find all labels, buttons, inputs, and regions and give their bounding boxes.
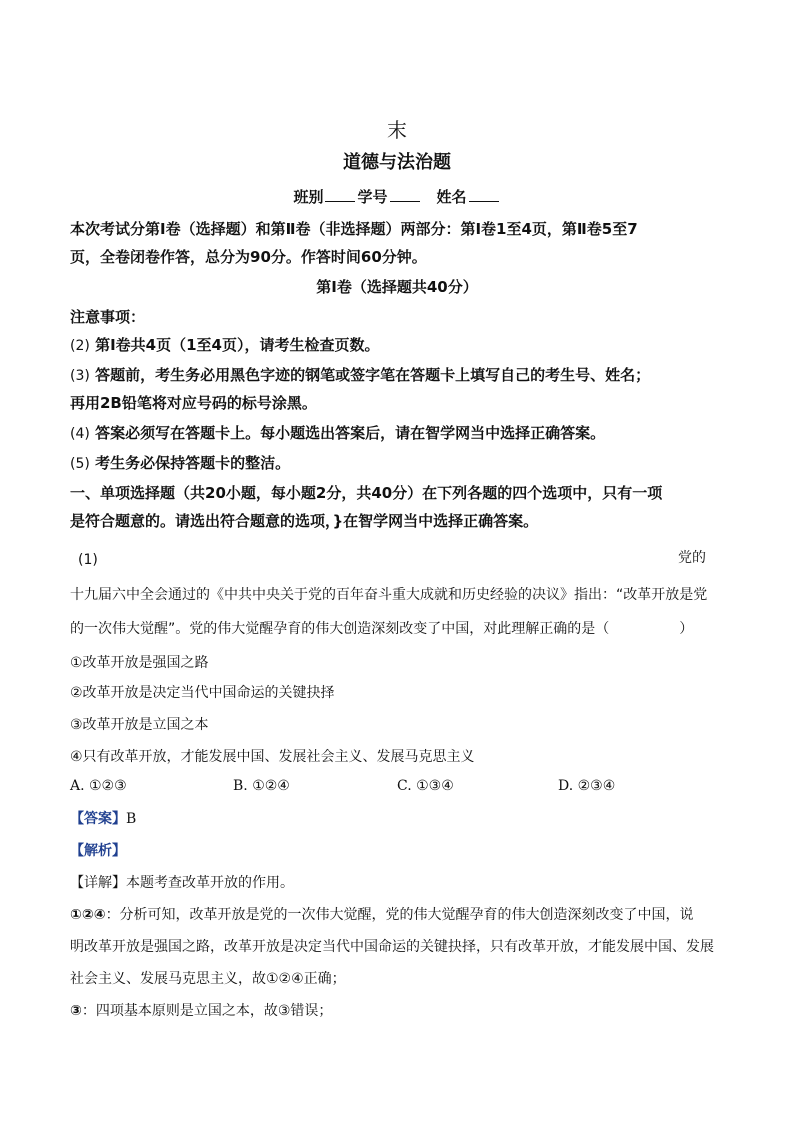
answer-value: B xyxy=(126,811,137,827)
class-blank xyxy=(325,187,355,202)
part-one-line-2: 是符合题意的。请选出符合题意的选项，}在智学网当中选择正确答案。 xyxy=(70,512,539,530)
statement-item: ②改革开放是决定当代中国命运的关键抉择 xyxy=(70,685,335,701)
option-b: B. ①②④ xyxy=(233,778,290,794)
options-row xyxy=(70,778,770,798)
note-item: (5) 考生务必保持答题卡的整洁。 xyxy=(70,454,291,472)
detail-text: 本题考查改革开放的作用。 xyxy=(126,875,294,891)
name-blank xyxy=(469,187,499,202)
answer-label: 【答案】 xyxy=(70,811,126,827)
wrong-prefix: ③ xyxy=(70,1003,82,1019)
option-a: A. ①②③ xyxy=(70,778,127,794)
student-id-blank xyxy=(390,187,420,202)
detail-line xyxy=(70,872,294,892)
analysis-label: 【解析】 xyxy=(70,843,126,859)
note-item: 再用2B铅笔将对应号码的标号涂黑。 xyxy=(70,394,317,412)
class-label: 班别 xyxy=(293,188,324,206)
name-label: 姓名 xyxy=(436,188,467,206)
section-title: 第Ⅰ卷（选择题共40分） xyxy=(316,278,478,296)
wrong-line: ③：四项基本原则是立国之本，故③错误； xyxy=(70,1003,333,1019)
intro-line-1: 本次考试分第Ⅰ卷（选择题）和第Ⅱ卷（非选择题）两部分：第Ⅰ卷1至4页，第Ⅱ卷5至7 xyxy=(70,220,638,238)
note-item: (3) 答题前，考生务必用黑色字迹的钢笔或签字笔在答题卡上填写自己的考生号、姓名； xyxy=(70,366,651,384)
explain-line-2: 明改革开放是强国之路，改革开放是决定当代中国命运的关键抉择，只有改革开放，才能发展中国、发展 xyxy=(70,939,714,955)
intro-line-2: 页，全卷闭卷作答，总分为90分。作答时间60分钟。 xyxy=(70,248,427,266)
note-item: (2) 第Ⅰ卷共4页（1至4页），请考生检查页数。 xyxy=(70,336,380,354)
page-top-char: 末 xyxy=(387,118,407,142)
student-info-line xyxy=(0,186,794,207)
explain-line-1: ①②④：分析可知，改革开放是党的一次伟大觉醒，党的伟大觉醒孕育的伟大创造深刻改变了中国，说 xyxy=(70,907,694,923)
explain-prefix: ①②④ xyxy=(70,907,106,923)
option-c: C. ①③④ xyxy=(397,778,454,794)
question-fragment: 党的 xyxy=(678,550,706,566)
statement-item: ④只有改革开放，才能发展中国、发展社会主义、发展马克思主义 xyxy=(70,749,475,765)
detail-label: 【详解】 xyxy=(70,875,126,891)
notes-heading: 注意事项： xyxy=(70,308,146,326)
student-id-label: 学号 xyxy=(357,188,388,206)
page-title: 道德与法治题 xyxy=(343,152,451,173)
question-stem-line-2: 的一次伟大觉醒”。党的伟大觉醒孕育的伟大创造深刻改变了中国，对此理解正确的是（ ） xyxy=(70,621,694,637)
explain-line-3: 社会主义、发展马克思主义，故①②④正确； xyxy=(70,971,346,987)
question-number: (1) xyxy=(78,552,98,568)
statement-item: ①改革开放是强国之路 xyxy=(70,655,209,671)
statement-item: ③改革开放是立国之本 xyxy=(70,717,209,733)
option-d: D. ②③④ xyxy=(558,778,616,794)
part-one-line-1: 一、单项选择题（共20小题，每小题2分，共40分）在下列各题的四个选项中，只有一项 xyxy=(70,484,663,502)
answer-line xyxy=(70,808,136,828)
note-item: (4) 答案必须写在答题卡上。每小题选出答案后，请在智学网当中选择正确答案。 xyxy=(70,424,606,442)
question-stem-line-1: 十九届六中全会通过的《中共中央关于党的百年奋斗重大成就和历史经验的决议》指出：“改革开放是党 xyxy=(70,587,708,603)
